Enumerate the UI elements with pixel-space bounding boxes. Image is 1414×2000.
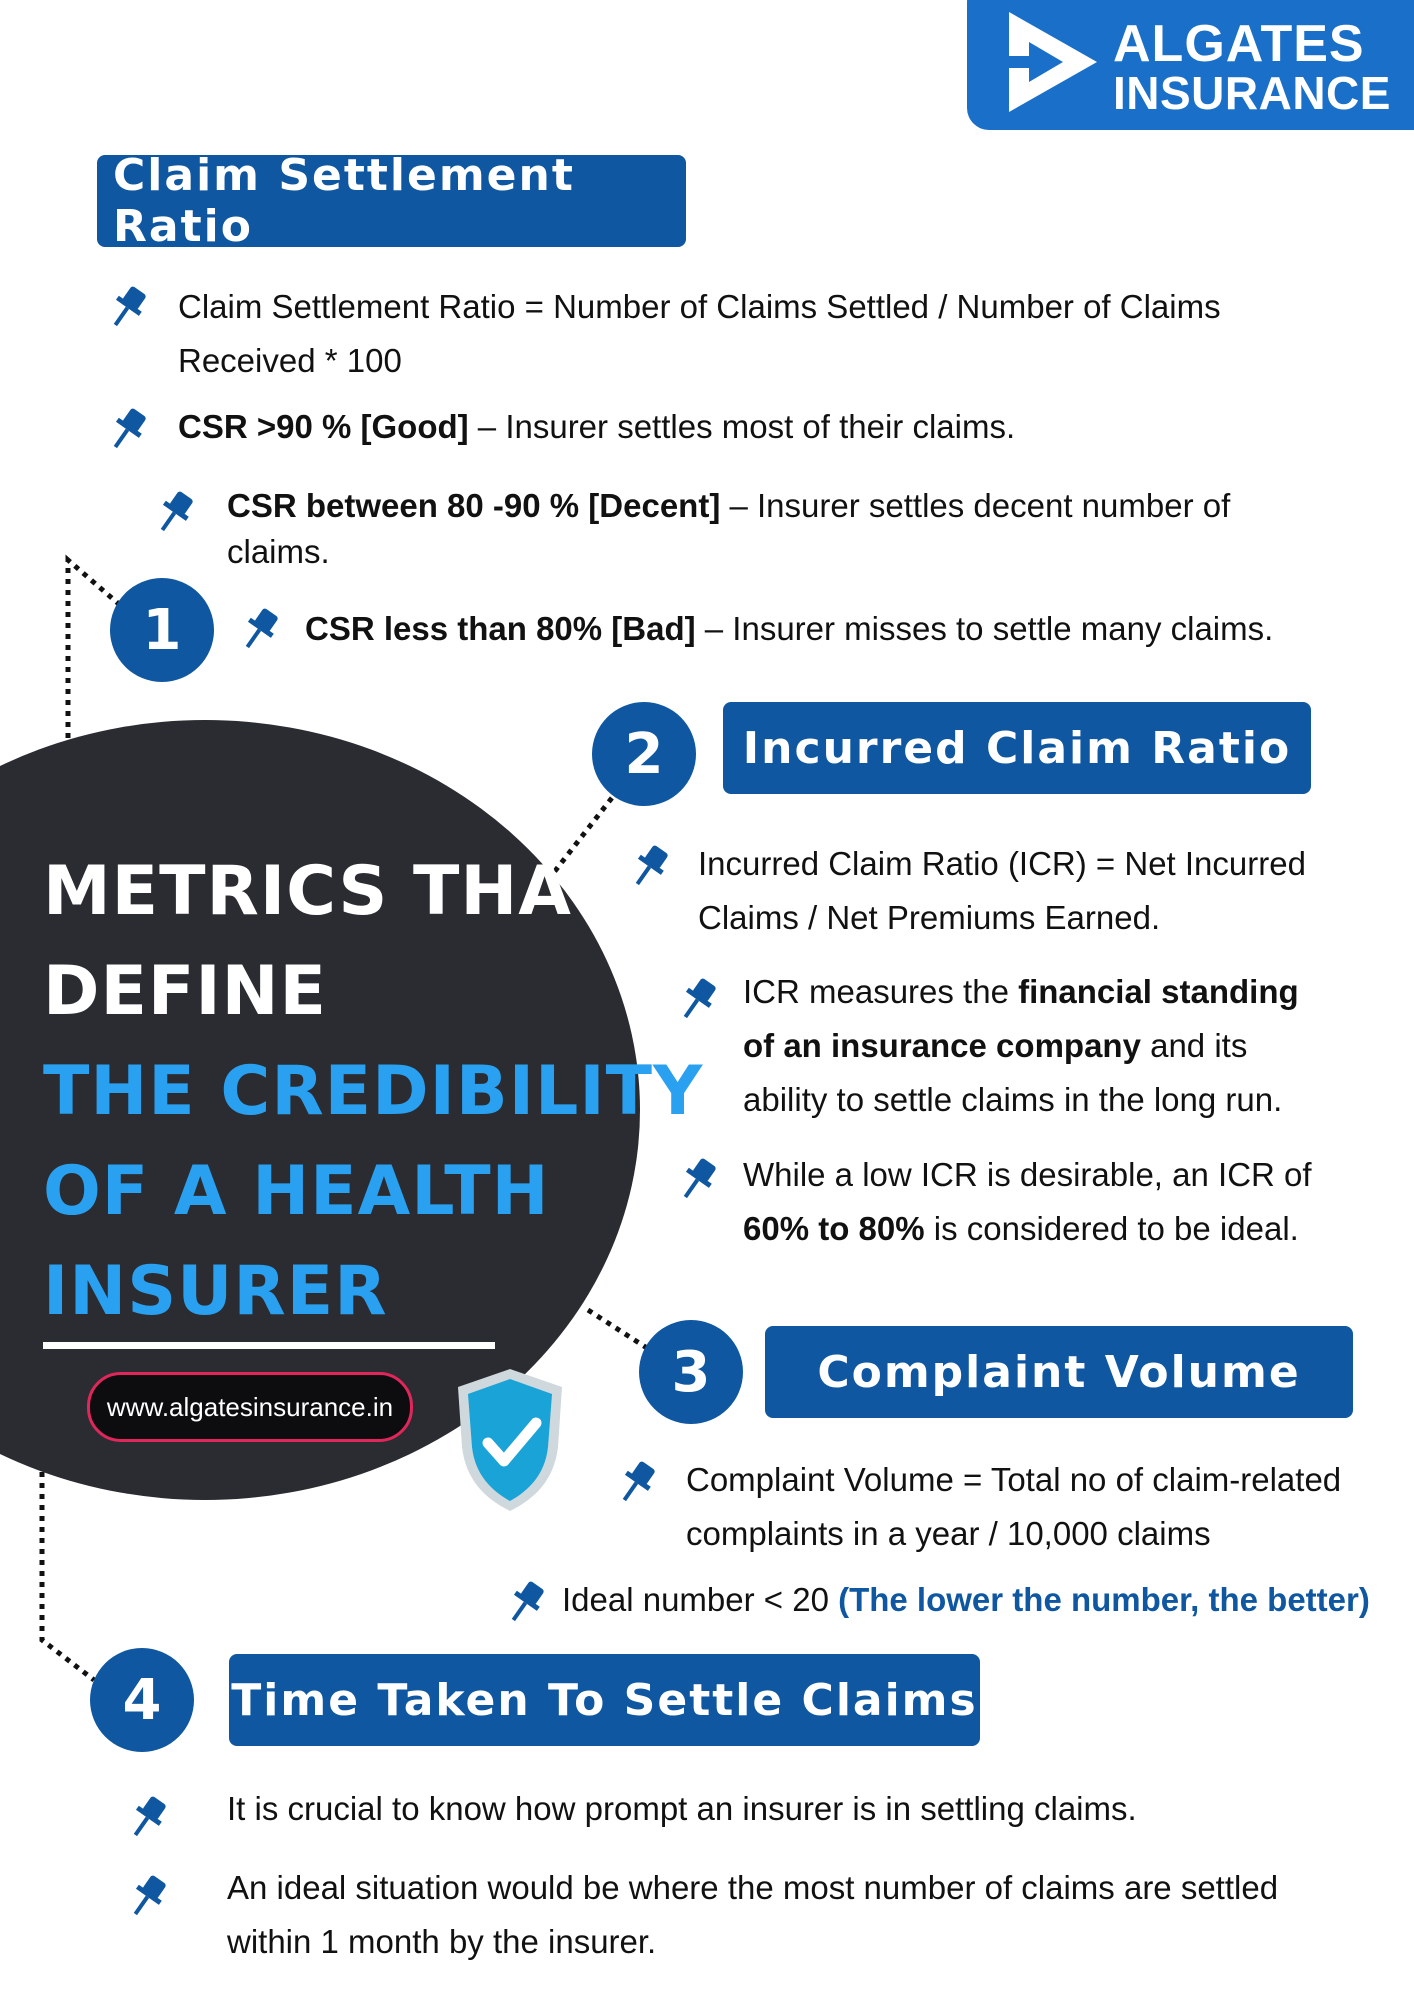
logo-text-line1: ALGATES [1113,15,1365,73]
brand-logo [967,0,1414,130]
section-number-3: 3 [639,1320,743,1424]
pin-icon [630,842,670,890]
time-heading: Time Taken To Settle Claims [229,1654,980,1746]
icr-heading: Incurred Claim Ratio [723,702,1311,794]
section-number-2: 2 [592,702,696,806]
title-line-1: METRICS THAT [43,852,615,931]
pin-icon [240,605,280,653]
icr-ideal: While a low ICR is desirable, an ICR of 60% to 80% is considered to be ideal. [743,1156,1312,1247]
complaint-heading: Complaint Volume [765,1326,1353,1418]
pin-icon [128,1793,168,1841]
pin-icon [506,1578,546,1626]
logo-arrow-icon [1005,12,1101,112]
csr-heading: Claim Settlement Ratio [97,155,686,247]
title-line-4: OF A HEALTH [43,1152,550,1231]
logo-text-line2: INSURANCE [1113,67,1391,119]
title-line-2: DEFINE [43,952,328,1031]
icr-formula: Incurred Claim Ratio (ICR) = Net Incurred Claims / Net Premiums Earned. [698,845,1306,936]
pin-icon [678,975,718,1023]
section-number-4: 4 [90,1648,194,1752]
section-number-1: 1 [110,578,214,682]
pin-icon [108,405,148,453]
time-point-1: It is crucial to know how prompt an insurer is in settling claims. [227,1790,1137,1827]
website-link[interactable]: www.algatesinsurance.in [87,1372,413,1442]
pin-icon [678,1155,718,1203]
pin-icon [617,1458,657,1506]
csr-formula: Claim Settlement Ratio = Number of Claims Settled / Number of Claims Received * 100 [178,288,1221,379]
title-line-5: INSURER [43,1252,388,1331]
pin-icon [128,1872,168,1920]
icr-measure: ICR measures the financial standing of an insurance company and its ability to settle claims in the long run. [743,973,1299,1118]
complaint-formula: Complaint Volume = Total no of claim-related complaints in a year / 10,000 claims [686,1461,1342,1552]
csr-decent: CSR between 80 -90 % [Decent] – Insurer settles decent number of claims. [227,487,1231,570]
pin-icon [108,283,148,331]
title-line-3: THE CREDIBILITY [43,1052,704,1131]
pin-icon [155,488,195,536]
csr-good: CSR >90 % [Good] – Insurer settles most of their claims. [178,408,1016,445]
complaint-ideal: Ideal number < 20 (The lower the number, the better) [562,1581,1370,1618]
title-underline [43,1342,495,1349]
csr-bad: CSR less than 80% [Bad] – Insurer misses to settle many claims. [305,610,1274,647]
shield-check-icon [450,1365,570,1515]
time-point-2: An ideal situation would be where the most number of claims are settled within 1 month by the insurer. [227,1869,1279,1960]
